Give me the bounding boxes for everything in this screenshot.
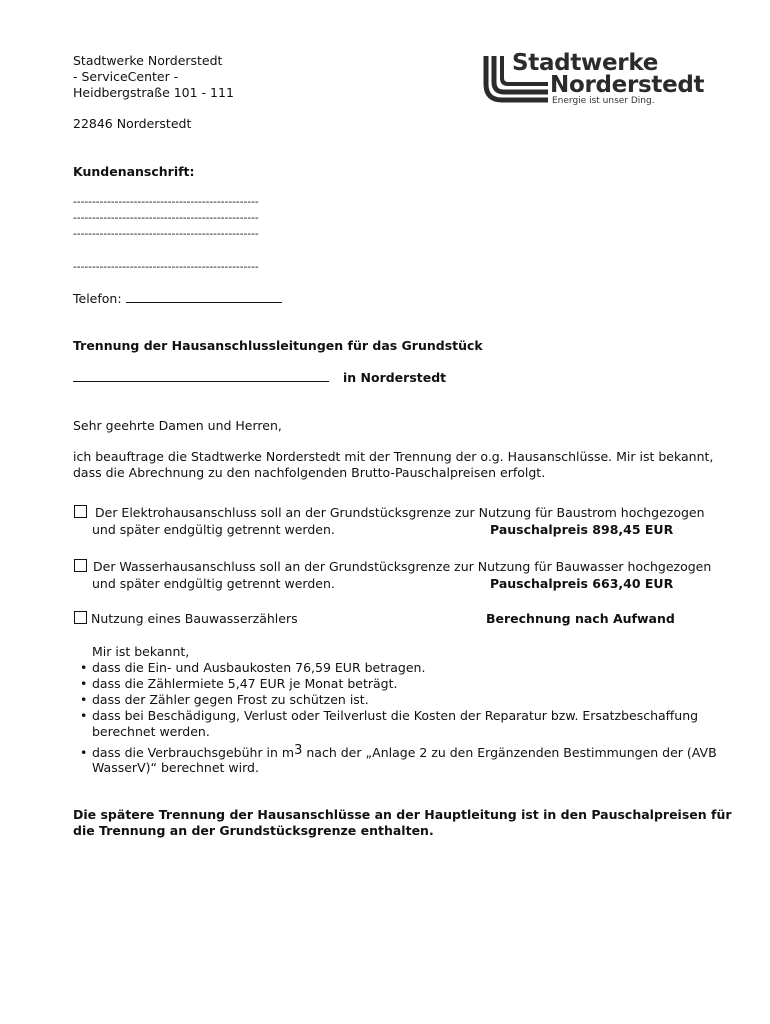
sender-street: Heidbergstraße 101 - 111 — [73, 85, 234, 100]
salutation: Sehr geehrte Damen und Herren, — [73, 418, 282, 433]
note-text: dass die Verbrauchsgebühr in m — [92, 745, 295, 760]
note-item-usage-fee-line-2: WasserV)“ berechnet wird. — [92, 760, 259, 775]
logo-word-norderstedt: Norderstedt — [550, 72, 705, 98]
bullet-icon: • — [80, 692, 88, 707]
address-line-4[interactable]: ------------------------------------------------- — [73, 261, 259, 273]
phone-field[interactable] — [126, 290, 282, 303]
water-checkbox[interactable] — [74, 559, 87, 572]
sender-department: - ServiceCenter - — [73, 69, 179, 84]
phone-label: Telefon: — [73, 291, 122, 306]
customer-address-heading: Kundenanschrift: — [73, 164, 195, 179]
sender-city: 22846 Norderstedt — [73, 116, 192, 131]
address-line-1[interactable]: ------------------------------------------------- — [73, 196, 259, 208]
bullet-icon: • — [80, 708, 88, 723]
note-item-frost — [80, 692, 369, 708]
logo-tagline: Energie ist unser Ding. — [552, 96, 655, 106]
electricity-option-line-2: und später endgültig getrennt werden. — [92, 522, 335, 537]
note-text: dass der Zähler gegen Frost zu schützen ist. — [92, 692, 369, 707]
electricity-price: Pauschalpreis 898,45 EUR — [490, 522, 674, 537]
phone-row — [73, 290, 282, 307]
intro-line-1: ich beauftrage die Stadtwerke Norderstedt mit der Trennung der o.g. Hausanschlüsse. Mir ist bekannt, — [73, 449, 714, 464]
address-line-3[interactable]: ------------------------------------------------- — [73, 228, 259, 240]
note-item-usage-fee — [80, 743, 717, 761]
electricity-checkbox[interactable] — [74, 505, 87, 518]
note-text: dass bei Beschädigung, Verlust oder Teilverlust die Kosten der Reparatur bzw. Ersatzbeschaffung — [92, 708, 699, 723]
note-text: dass die Zählermiete 5,47 EUR je Monat beträgt. — [92, 676, 398, 691]
note-text-cont: nach der „Anlage 2 zu den Ergänzenden Bestimmungen der (AVB — [302, 745, 717, 760]
bullet-icon: • — [80, 660, 88, 675]
note-item-damage-line-2: berechnet werden. — [92, 724, 210, 739]
logo-word-stadtwerke: Stadtwerke — [512, 50, 659, 76]
bullet-icon: • — [80, 745, 88, 760]
note-item-costs — [80, 660, 425, 676]
closing-line-1: Die spätere Trennung der Hausanschlüsse an der Hauptleitung ist in den Pauschalpreisen für — [73, 807, 732, 822]
water-meter-billing: Berechnung nach Aufwand — [486, 611, 675, 626]
subject-title: Trennung der Hausanschlussleitungen für das Grundstück — [73, 338, 483, 353]
property-row — [73, 369, 446, 386]
note-item-damage — [80, 708, 698, 724]
water-option-line-2: und später endgültig getrennt werden. — [92, 576, 335, 591]
stadtwerke-logo — [482, 50, 732, 110]
property-field[interactable] — [73, 369, 329, 382]
intro-line-2: dass die Abrechnung zu den nachfolgenden Brutto-Pauschalpreisen erfolgt. — [73, 465, 546, 480]
electricity-option-line-1: Der Elektrohausanschluss soll an der Grundstücksgrenze zur Nutzung für Baustrom hochgezogen — [95, 505, 705, 520]
notes-intro: Mir ist bekannt, — [92, 644, 190, 659]
address-line-2[interactable]: ------------------------------------------------- — [73, 212, 259, 224]
property-location-suffix: in Norderstedt — [342, 370, 447, 385]
cubic-superscript: 3 — [294, 743, 303, 758]
closing-line-2: die Trennung an der Grundstücksgrenze enthalten. — [73, 823, 434, 838]
sender-name: Stadtwerke Norderstedt — [73, 53, 223, 68]
note-text: dass die Ein- und Ausbaukosten 76,59 EUR betragen. — [92, 660, 426, 675]
water-option-line-1: Der Wasserhausanschluss soll an der Grundstücksgrenze zur Nutzung für Bauwasser hochgezogen — [93, 559, 712, 574]
note-item-rent — [80, 676, 397, 692]
water-meter-checkbox[interactable] — [74, 611, 87, 624]
bullet-icon: • — [80, 676, 88, 691]
water-price: Pauschalpreis 663,40 EUR — [490, 576, 674, 591]
water-meter-option-label: Nutzung eines Bauwasserzählers — [91, 611, 298, 626]
